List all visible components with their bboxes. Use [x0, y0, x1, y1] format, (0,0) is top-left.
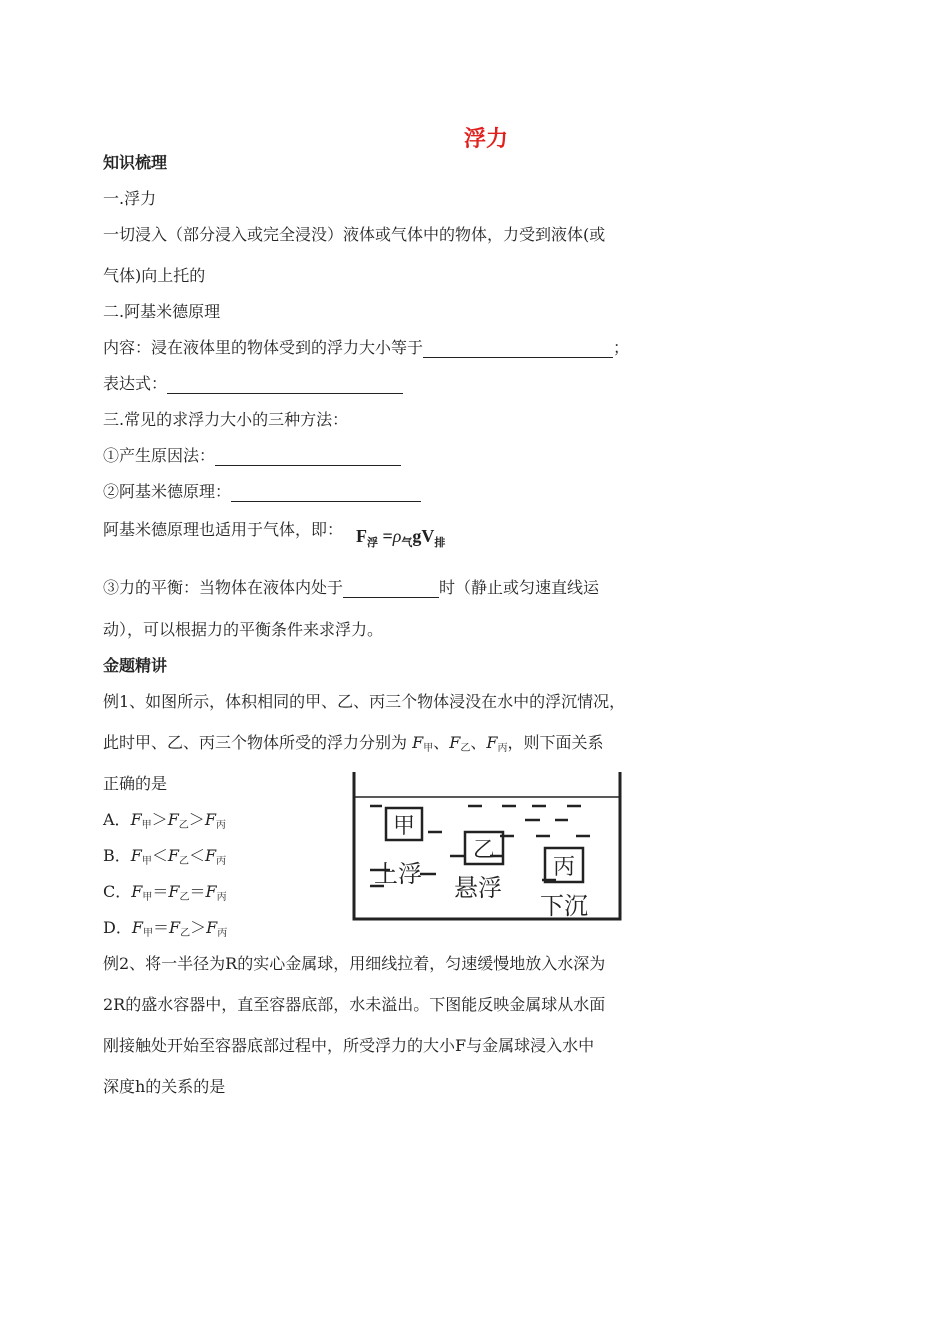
ex2-line4: 深度h的关系的是 — [103, 1077, 226, 1096]
sub-bing: 丙 — [216, 856, 227, 867]
sub-bing: 丙 — [497, 743, 508, 754]
state-sink-label: 下沉 — [540, 892, 588, 920]
state-float-label: 上浮 — [374, 860, 422, 888]
answer-blank — [167, 377, 403, 394]
option-label: A． — [103, 810, 131, 829]
sub-jia: 甲 — [423, 743, 434, 754]
F-symbol: F — [449, 733, 461, 752]
s2-expr-label: 表达式： — [103, 374, 168, 393]
section-knowledge-heading: 知识梳理 — [103, 153, 168, 172]
ex1-line2-a: 此时甲、乙、丙三个物体所受的浮力分别为 — [103, 733, 408, 752]
option-a[interactable] — [103, 810, 226, 833]
relation-op: ＝ — [152, 882, 169, 901]
F-symbol: F — [130, 810, 142, 829]
F-symbol: F — [167, 846, 179, 865]
F-symbol: F — [130, 846, 142, 865]
formula-F: F — [356, 526, 367, 546]
s3-method3-a: ③力的平衡：当物体在液体内处于 — [103, 578, 344, 597]
s1-line2: 气体)向上托的 — [103, 266, 206, 285]
option-c[interactable] — [103, 882, 227, 905]
F-symbol: F — [204, 810, 216, 829]
F-symbol: F — [131, 918, 143, 937]
relation-op: ＞ — [151, 810, 168, 829]
ex1-line3: 正确的是 — [103, 774, 168, 793]
F-symbol: F — [206, 918, 218, 937]
s2-content-line — [103, 338, 629, 358]
relation-op: ＜ — [189, 846, 206, 865]
F-symbol: F — [412, 733, 424, 752]
object-bing-label: 丙 — [552, 855, 576, 880]
s3-method3-line2: 动），可以根据力的平衡条件来求浮力。 — [103, 620, 384, 639]
s3-method3-line1 — [103, 578, 599, 598]
ex2-line3: 刚接触处开始至容器底部过程中，所受浮力的大小F与金属球浸入水中 — [103, 1036, 595, 1055]
formula-rho-sub: 气 — [401, 536, 413, 549]
s2-heading: 二.阿基米德原理 — [103, 302, 221, 321]
formula-eq: = — [382, 526, 393, 546]
s2-expr-line — [103, 374, 403, 394]
s3-method2-label: ②阿基米德原理： — [103, 482, 232, 501]
s2-content-end: ； — [613, 338, 630, 357]
buoyancy-figure — [350, 770, 625, 922]
F-symbol: F — [205, 882, 217, 901]
sub-yi: 乙 — [179, 856, 189, 867]
s1-heading: 一.浮力 — [103, 189, 157, 208]
answer-blank — [423, 341, 613, 358]
sub-jia: 甲 — [141, 856, 152, 867]
F-symbol: F — [168, 918, 181, 937]
F-symbol: F — [486, 733, 498, 752]
F-symbol: F — [131, 882, 143, 901]
s1-line1: 一切浸入（部分浸入或完全浸没）液体或气体中的物体，力受到液体(或 — [103, 225, 606, 244]
formula-gV: gV — [412, 526, 435, 546]
s3-heading: 三.常见的求浮力大小的三种方法： — [103, 410, 349, 429]
formula-F-sub: 浮 — [367, 536, 378, 549]
ex2-line2: 2R的盛水容器中，直至容器底部，水未溢出。下图能反映金属球从水面 — [103, 995, 606, 1014]
sub-jia: 甲 — [142, 892, 153, 903]
option-label: D． — [103, 918, 132, 937]
relation-op: ＜ — [151, 846, 168, 865]
relation-op: ＞ — [188, 810, 205, 829]
object-yi-label: 乙 — [472, 838, 496, 863]
sub-yi: 乙 — [178, 820, 189, 831]
ex1-line2-b: ，则下面关系 — [507, 733, 604, 752]
F-symbol: F — [168, 882, 180, 901]
ex1-line2 — [103, 733, 603, 756]
sub-yi: 乙 — [179, 892, 190, 903]
ex2-line1: 例2、将一半径为R的实心金属球，用细线拉着，匀速缓慢地放入水深为 — [103, 954, 606, 973]
object-jia-label: 甲 — [392, 814, 416, 839]
formula-V-sub: 排 — [434, 536, 446, 549]
s2-content-label: 内容：浸在液体里的物体受到的浮力大小等于 — [103, 338, 424, 357]
sub-jia: 甲 — [141, 820, 152, 831]
sep: 、 — [470, 733, 487, 752]
sub-bing: 丙 — [215, 820, 226, 831]
sub-yi: 乙 — [460, 743, 471, 754]
s3-method3-b: 时（静止或匀速直线运 — [439, 578, 600, 597]
F-symbol: F — [167, 810, 179, 829]
relation-op: ＝ — [152, 918, 169, 937]
answer-blank — [231, 485, 421, 502]
sub-bing: 丙 — [216, 892, 227, 903]
sub-yi: 乙 — [180, 928, 191, 939]
page-title: 浮力 — [463, 127, 508, 152]
relation-op: ＝ — [189, 882, 206, 901]
s3-method2 — [103, 482, 421, 502]
state-suspend-label: 悬浮 — [454, 874, 502, 902]
s3-gas-line: 阿基米德原理也适用于气体，即： — [103, 520, 344, 539]
option-label: B． — [103, 846, 131, 865]
sep: 、 — [433, 733, 450, 752]
section-examples-heading: 金题精讲 — [103, 656, 168, 675]
F-symbol: F — [205, 846, 217, 865]
gas-buoyancy-formula — [356, 526, 445, 547]
answer-blank — [343, 581, 439, 598]
s3-method1-label: ①产生原因法： — [103, 446, 216, 465]
option-d[interactable] — [103, 918, 227, 941]
relation-op: ＞ — [190, 918, 207, 937]
sub-jia: 甲 — [142, 928, 153, 939]
option-b[interactable] — [103, 846, 226, 869]
ex1-line1: 例1、如图所示，体积相同的甲、乙、丙三个物体浸没在水中的浮沉情况， — [103, 692, 626, 711]
s3-method1 — [103, 446, 401, 466]
formula-rho: ρ — [392, 526, 402, 546]
answer-blank — [215, 449, 401, 466]
option-label: C． — [103, 882, 132, 901]
sub-bing: 丙 — [217, 928, 228, 939]
